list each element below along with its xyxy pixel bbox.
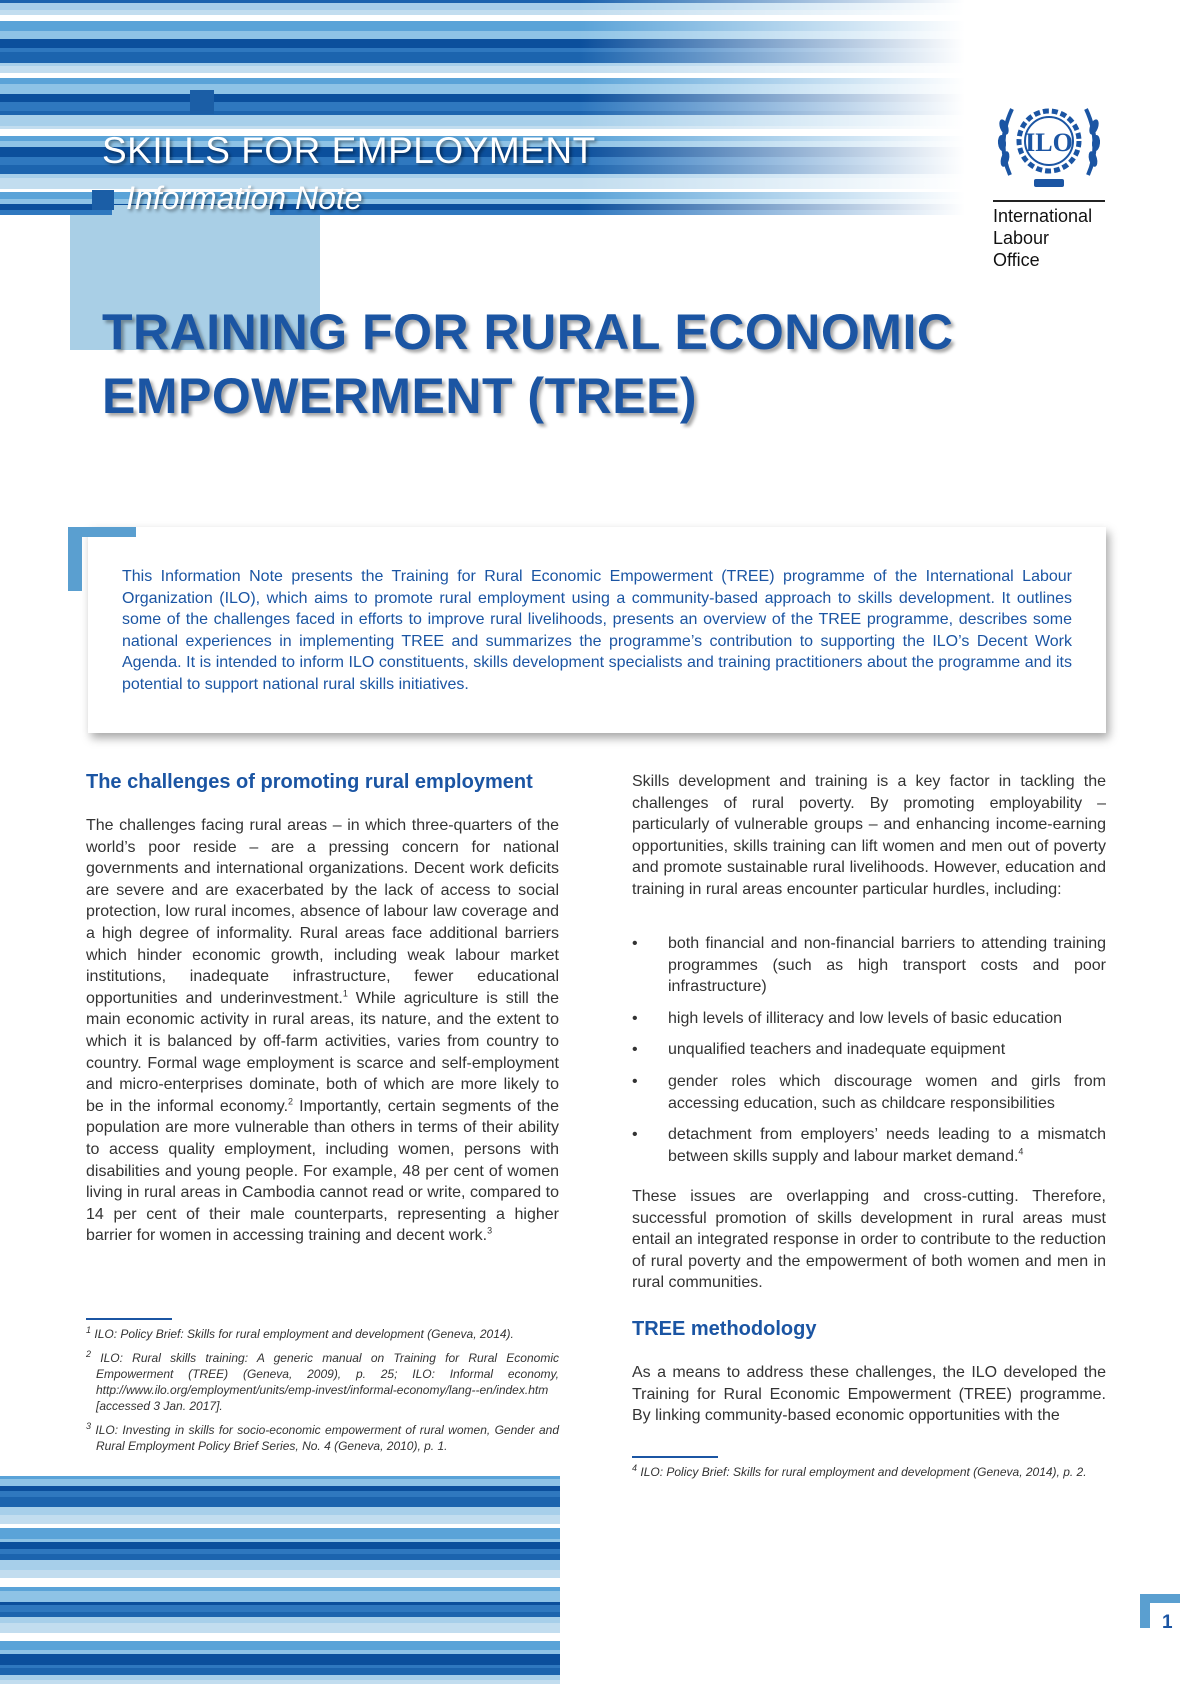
footnote <box>86 1350 559 1414</box>
decorative-stripe <box>0 39 965 48</box>
page-number: 1 <box>1162 1612 1173 1633</box>
decorative-stripe <box>0 1570 560 1578</box>
ilo-emblem-text: ILO <box>1025 128 1073 157</box>
corner-mark-top <box>190 90 214 114</box>
decorative-stripe <box>0 1633 560 1641</box>
decorative-stripe <box>0 1680 560 1684</box>
bullet-icon: • <box>632 1041 638 1059</box>
org-name-line-2: Labour <box>993 228 1050 248</box>
footnote-text: ILO: Policy Brief: Skills for rural employment and development (Geneva, 2014). <box>94 1327 514 1341</box>
list-item <box>632 933 1106 998</box>
footnote-text: ILO: Policy Brief: Skills for rural employment and development (Geneva, 2014), p. 2. <box>640 1465 1087 1479</box>
decorative-stripe <box>0 1497 560 1507</box>
document-title <box>102 300 953 428</box>
footnotes-left <box>86 1326 559 1454</box>
decorative-stripe <box>0 1605 560 1612</box>
decorative-stripe <box>0 1507 560 1515</box>
challenges-text-2: While agriculture is still the main economic activity in rural areas, its nature, and the extent to which it is balanced by off-farm activities, varies from country to country. Formal wage employment is scarce and self-employment and micro-enterprises dominate, both of which are more likely to be in the informal economy. <box>86 989 560 1115</box>
decorative-stripe <box>0 52 965 63</box>
footnote-number: 2 <box>86 1349 92 1359</box>
list-item <box>632 1071 1106 1114</box>
cross-cutting-paragraph: These issues are overlapping and cross-cutting. Therefore, successful promotion of skills development in rural areas must entail an integrated response in order to contribute to the reduction of rural poverty and the empowerment of both women and men in rural communities. <box>632 1188 1106 1292</box>
page-corner-bracket-vertical <box>1140 1594 1150 1628</box>
decorative-stripe <box>0 1641 560 1650</box>
challenges-text-1: The challenges facing rural areas – in which three-quarters of the world’s poor reside – are a pressing concern for national governments and international organizations. Decent work deficits are severe and are exacerbated by the lack of access to social protection, low rural incomes, absence of labour law coverage and a high degree of informality. Rural areas face additional barriers which hinder economic growth, including weak labour market institutions, inadequate infrastructure, fewer educational opportunities and underinvestment. <box>86 817 559 1007</box>
decorative-stripe <box>0 66 965 73</box>
hurdles-list <box>632 933 1106 1177</box>
bullet-icon: • <box>632 935 638 952</box>
decorative-stripe <box>0 1542 560 1549</box>
series-title: SKILLS FOR EMPLOYMENT <box>102 130 596 171</box>
rural-skills-paragraph: Skills development and training is a key factor in tackling the challenges of rural poverty. By promoting employability – particularly of vulnerable groups – and enhancing income-earning opportunities, skills training can lift women and men out of poverty and promote sustainable rural livelihoods. However, education and training in rural areas encounter particular hurdles, including: <box>632 773 1106 898</box>
challenges-paragraph <box>86 815 559 1247</box>
bullet-icon: • <box>632 1072 638 1090</box>
footnote <box>86 1326 559 1342</box>
list-item-text: unqualified teachers and inadequate equipment <box>668 1041 1006 1059</box>
document-title-line-2: EMPOWERMENT (TREE) <box>102 368 698 424</box>
list-item-text: high levels of illiteracy and low levels of basic education <box>668 1009 1062 1027</box>
section-heading-challenges: The challenges of promoting rural employment <box>86 771 533 793</box>
list-item-text: detachment from employers’ needs leading to a mismatch between skills supply and labour market demand. <box>668 1126 1106 1165</box>
decorative-stripe <box>0 31 965 39</box>
list-item <box>632 1124 1106 1167</box>
summary-corner-bracket-vertical <box>68 527 82 591</box>
decorative-stripe <box>0 115 965 126</box>
decorative-stripe <box>0 1654 560 1665</box>
org-name-line-3: Office <box>993 250 1040 270</box>
footnote-ref-1: 1 <box>342 988 348 999</box>
decorative-stripe <box>0 1623 560 1633</box>
bullet-icon: • <box>632 1126 638 1144</box>
footnote-ref-2: 2 <box>288 1096 294 1107</box>
decorative-stripe <box>0 1560 560 1570</box>
list-item-text: gender roles which discourage women and girls from accessing education, such as childcare responsibilities <box>668 1072 1106 1112</box>
tree-methodology-paragraph: As a means to address these challenges, the ILO developed the Training for Rural Economic Empowerment (TREE) programme. By linking community-based economic opportunities with the <box>632 1364 1106 1425</box>
ilo-emblem-icon <box>990 83 1108 201</box>
document-title-line-1: TRAINING FOR RURAL ECONOMIC <box>102 304 954 360</box>
footnote-divider-left <box>86 1318 172 1320</box>
decorative-stripe <box>0 1591 560 1602</box>
footnote-text: ILO: Investing in skills for socio-economic empowerment of rural women, Gender and Rural Employment Policy Brief Series, No. 4 (Geneva, 2010), p. 1. <box>95 1423 559 1453</box>
decorative-stripe <box>0 94 965 102</box>
list-item <box>632 1039 1106 1061</box>
decorative-stripe <box>0 21 965 31</box>
decorative-stripe <box>0 84 965 94</box>
challenges-text-3: Importantly, certain segments of the population are more vulnerable than others in terms of their ability to access quality employment, including women, persons with disabilities and young people. For example, 48 per cent of women living in rural areas in Cambodia cannot read or write, compared to 14 per cent of their male counterparts, representing a higher barrier for women in accessing training and decent work. <box>86 1097 560 1245</box>
footnote-number: 4 <box>632 1463 638 1473</box>
bullet-icon: • <box>632 1009 638 1027</box>
section-heading-tree-methodology: TREE methodology <box>632 1318 817 1340</box>
list-item <box>632 1008 1106 1030</box>
footnote <box>632 1464 1116 1480</box>
footnote-divider-right <box>632 1456 718 1458</box>
footnote-ref-4: 4 <box>1018 1146 1024 1157</box>
org-name-line-1: International <box>993 206 1093 226</box>
footnote-text: ILO: Rural skills training: A generic manual on Training for Rural Economic Empowerment (TREE) (Geneva, 2009), p. 25; ILO: Informal economy, http://www.ilo.org/employment/units/emp-invest/informal-economy/lang--en/index.htm [accessed 3 Jan. 2017]. <box>96 1351 559 1413</box>
decorative-stripe <box>0 1578 560 1587</box>
footnote-number: 3 <box>86 1421 92 1431</box>
footnote-number: 1 <box>86 1325 92 1335</box>
corner-mark-bottom <box>92 190 114 210</box>
decorative-stripe <box>0 1668 560 1675</box>
footnote <box>86 1422 559 1454</box>
decorative-stripe <box>0 1479 560 1486</box>
decorative-stripe <box>0 102 965 111</box>
logo-divider <box>993 200 1105 202</box>
decorative-stripe <box>0 1515 560 1524</box>
series-subtitle: Information Note <box>126 180 363 216</box>
summary-text: This Information Note presents the Training for Rural Economic Empowerment (TREE) programme of the International Labour Organization (ILO), which aims to promote rural employment using a community-based approach to skills development. It outlines some of the challenges faced in efforts to improve rural livelihoods, presents an overview of the TREE programme, describes some national experiences in implementing TREE and summarizes the programme’s contribution to supporting the ILO’s Decent Work Agenda. It is intended to inform ILO constituents, skills development specialists and training practitioners about the programme and its potential to support national rural skills initiatives. <box>122 568 1072 693</box>
decorative-stripe <box>0 3 965 10</box>
footnote-ref-3: 3 <box>487 1225 493 1236</box>
footer-stripe-band <box>0 1476 560 1684</box>
list-item-text: both financial and non-financial barriers to attending training programmes (such as high transport costs and poor infrastructure) <box>668 935 1106 996</box>
decorative-stripe <box>0 1528 560 1539</box>
